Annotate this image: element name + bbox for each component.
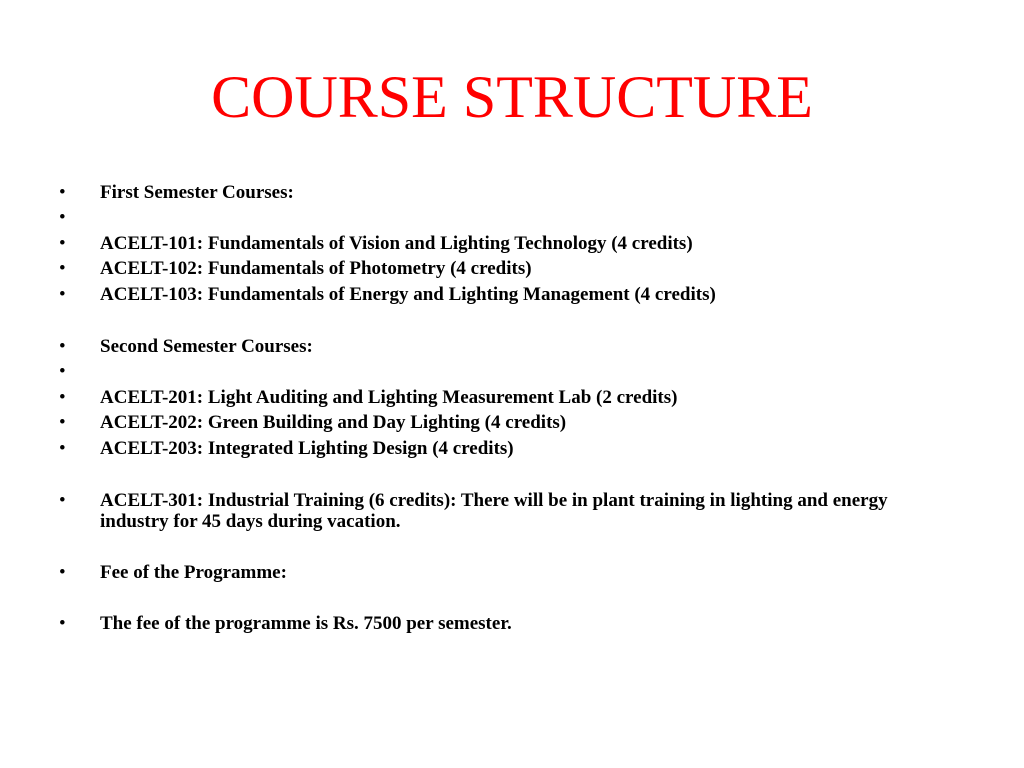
bullet-icon: • [59,336,66,357]
bullet-icon: • [59,361,66,382]
list-item-text: Second Semester Courses: [100,336,313,357]
bullet-icon: • [59,613,66,634]
bullet-icon: • [59,233,66,254]
list-item-text: ACELT-102: Fundamentals of Photometry (4 credits) [100,258,532,279]
list-item-text: ACELT-301: Industrial Training (6 credits): There will be in plant training in lighting and energy industry for 45 days during vacation. [100,490,888,532]
bullet-icon: • [59,412,66,433]
list-item-text: ACELT-103: Fundamentals of Energy and Lighting Management (4 credits) [100,284,716,305]
bullet-icon: • [59,258,66,279]
list-item-text: ACELT-101: Fundamentals of Vision and Lighting Technology (4 credits) [100,233,693,254]
list-item-text: ACELT-202: Green Building and Day Lighting (4 credits) [100,412,567,433]
list-item-text: The fee of the programme is Rs. 7500 per semester. [100,613,512,634]
list-item-text: First Semester Courses: [100,182,294,203]
bullet-icon: • [59,182,66,203]
slide-title: COURSE STRUCTURE [211,64,813,130]
list-item-text: ACELT-201: Light Auditing and Lighting Measurement Lab (2 credits) [100,387,678,408]
list-item-text: Fee of the Programme: [100,562,287,583]
list-item-text: ACELT-203: Integrated Lighting Design (4 credits) [100,438,514,459]
bullet-icon: • [59,284,66,305]
bullet-icon: • [59,207,66,228]
bullet-icon: • [59,562,66,583]
bullet-icon: • [59,490,66,511]
bullet-icon: • [59,438,66,459]
bullet-icon: • [59,387,66,408]
